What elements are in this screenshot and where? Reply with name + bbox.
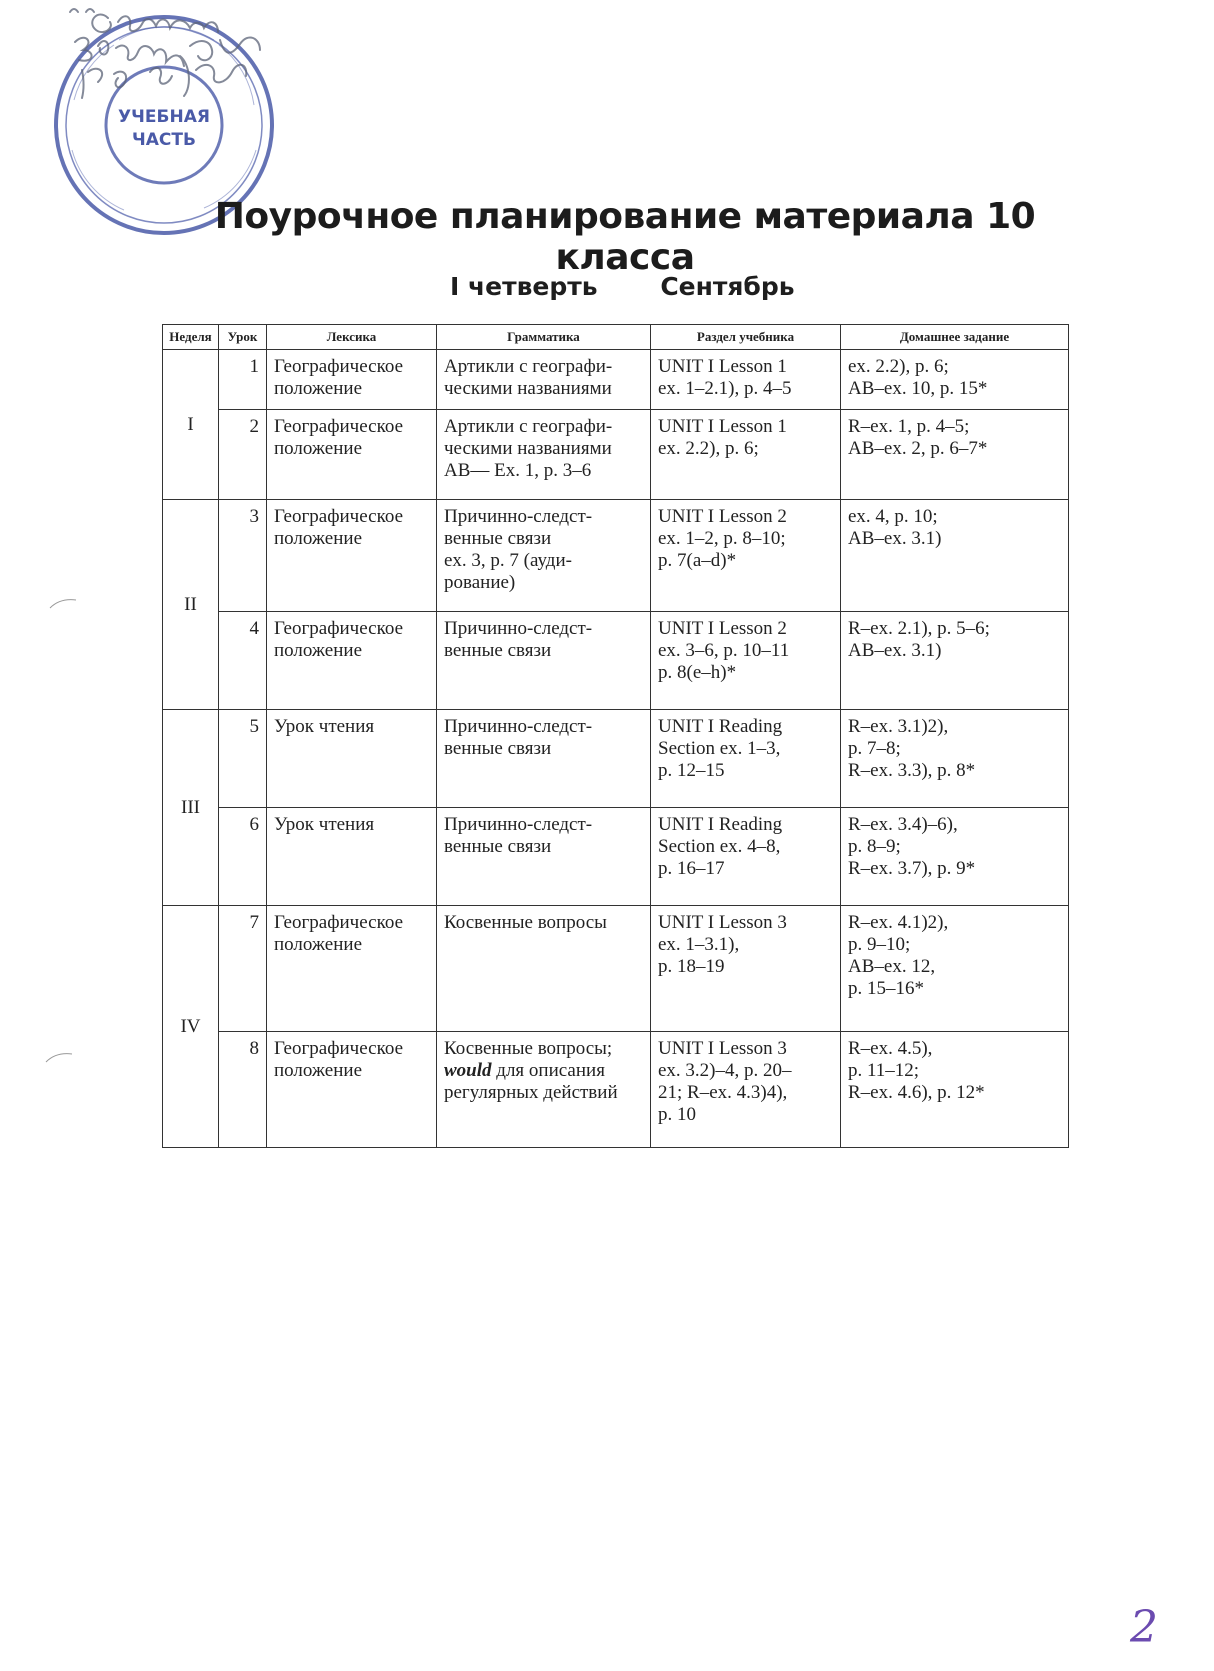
scan-mark (44, 1050, 74, 1064)
header-week: Неделя (163, 325, 219, 350)
table-row (163, 500, 1069, 612)
week-cell: I (163, 350, 219, 500)
lesson-plan-table (162, 324, 1069, 1148)
week-cell: IV (163, 906, 219, 1148)
unit-cell: UNIT I Lesson 1 ex. 1–2.1), p. 4–5 (651, 350, 841, 410)
month-label: Сентябрь (660, 272, 795, 301)
homework-cell: R–ex. 4.5), p. 11–12; R–ex. 4.6), p. 12* (841, 1032, 1069, 1148)
lesson-number: 5 (219, 710, 267, 808)
unit-cell: UNIT I Lesson 2 ex. 3–6, p. 10–11 p. 8(e–h)* (651, 612, 841, 710)
homework-cell: R–ex. 2.1), p. 5–6; AB–ex. 3.1) (841, 612, 1069, 710)
lexis-cell: Географическое положение (267, 500, 437, 612)
grammar-cell: Причинно-следст- венные связи ex. 3, p. 7 (ауди- рование) (437, 500, 651, 612)
period-subtitle (450, 272, 795, 301)
lesson-number: 1 (219, 350, 267, 410)
homework-cell: ex. 4, p. 10; AB–ex. 3.1) (841, 500, 1069, 612)
unit-cell: UNIT I Lesson 3 ex. 1–3.1), p. 18–19 (651, 906, 841, 1032)
week-cell: III (163, 710, 219, 906)
page-number: 2 (1130, 1602, 1158, 1653)
homework-cell: R–ex. 3.4)–6), p. 8–9; R–ex. 3.7), p. 9* (841, 808, 1069, 906)
lexis-cell: Географическое положение (267, 612, 437, 710)
lesson-number: 4 (219, 612, 267, 710)
table-row (163, 710, 1069, 808)
seal-text-line2: ЧАСТЬ (132, 130, 196, 150)
table-row (163, 906, 1069, 1032)
table-row (163, 410, 1069, 500)
table-row (163, 350, 1069, 410)
grammar-cell: Артикли с географи- ческими названиями (437, 350, 651, 410)
header-lexis: Лексика (267, 325, 437, 350)
unit-cell: UNIT I Reading Section ex. 4–8, p. 16–17 (651, 808, 841, 906)
grammar-cell: Причинно-следст- венные связи (437, 808, 651, 906)
lexis-cell: Урок чтения (267, 808, 437, 906)
lesson-number: 2 (219, 410, 267, 500)
handwritten-approval-signature (30, 0, 300, 110)
lesson-number: 8 (219, 1032, 267, 1148)
header-lesson: Урок (219, 325, 267, 350)
unit-cell: UNIT I Lesson 3 ex. 3.2)–4, p. 20– 21; R–ex. 4.3)4), p. 10 (651, 1032, 841, 1148)
table-header-row (163, 325, 1069, 350)
homework-cell: R–ex. 3.1)2), p. 7–8; R–ex. 3.3), p. 8* (841, 710, 1069, 808)
table-row (163, 612, 1069, 710)
header-grammar: Грамматика (437, 325, 651, 350)
lexis-cell: Географическое положение (267, 1032, 437, 1148)
week-cell: II (163, 500, 219, 710)
lesson-number: 6 (219, 808, 267, 906)
lexis-cell: Географическое положение (267, 906, 437, 1032)
lexis-cell: Географическое положение (267, 410, 437, 500)
homework-cell: ex. 2.2), p. 6; AB–ex. 10, p. 15* (841, 350, 1069, 410)
emphasized-word: would (444, 1060, 492, 1081)
grammar-cell: Косвенные вопросы; would для описания регулярных действий (437, 1032, 651, 1148)
table-row (163, 1032, 1069, 1148)
table-row (163, 808, 1069, 906)
unit-cell: UNIT I Lesson 2 ex. 1–2, p. 8–10; p. 7(a–d)* (651, 500, 841, 612)
homework-cell: R–ex. 4.1)2), p. 9–10; AB–ex. 12, p. 15–16* (841, 906, 1069, 1032)
header-homework: Домашнее задание (841, 325, 1069, 350)
lexis-cell: Географическое положение (267, 350, 437, 410)
grammar-cell: Косвенные вопросы (437, 906, 651, 1032)
lexis-cell: Урок чтения (267, 710, 437, 808)
document-title: Поурочное планирование материала 10 класса (214, 196, 1036, 278)
lesson-number: 7 (219, 906, 267, 1032)
homework-cell: R–ex. 1, p. 4–5; AB–ex. 2, p. 6–7* (841, 410, 1069, 500)
scan-mark (48, 596, 78, 610)
lesson-number: 3 (219, 500, 267, 612)
grammar-cell: Причинно-следст- венные связи (437, 612, 651, 710)
header-textbook-section: Раздел учебника (651, 325, 841, 350)
quarter-label: I четверть (450, 272, 598, 301)
unit-cell: UNIT I Reading Section ex. 1–3, p. 12–15 (651, 710, 841, 808)
grammar-cell: Причинно-следст- венные связи (437, 710, 651, 808)
unit-cell: UNIT I Lesson 1 ex. 2.2), p. 6; (651, 410, 841, 500)
grammar-cell: Артикли с географи- ческими названиями AB— Ex. 1, p. 3–6 (437, 410, 651, 500)
seal-text-line1: УЧЕБНАЯ (118, 107, 210, 127)
